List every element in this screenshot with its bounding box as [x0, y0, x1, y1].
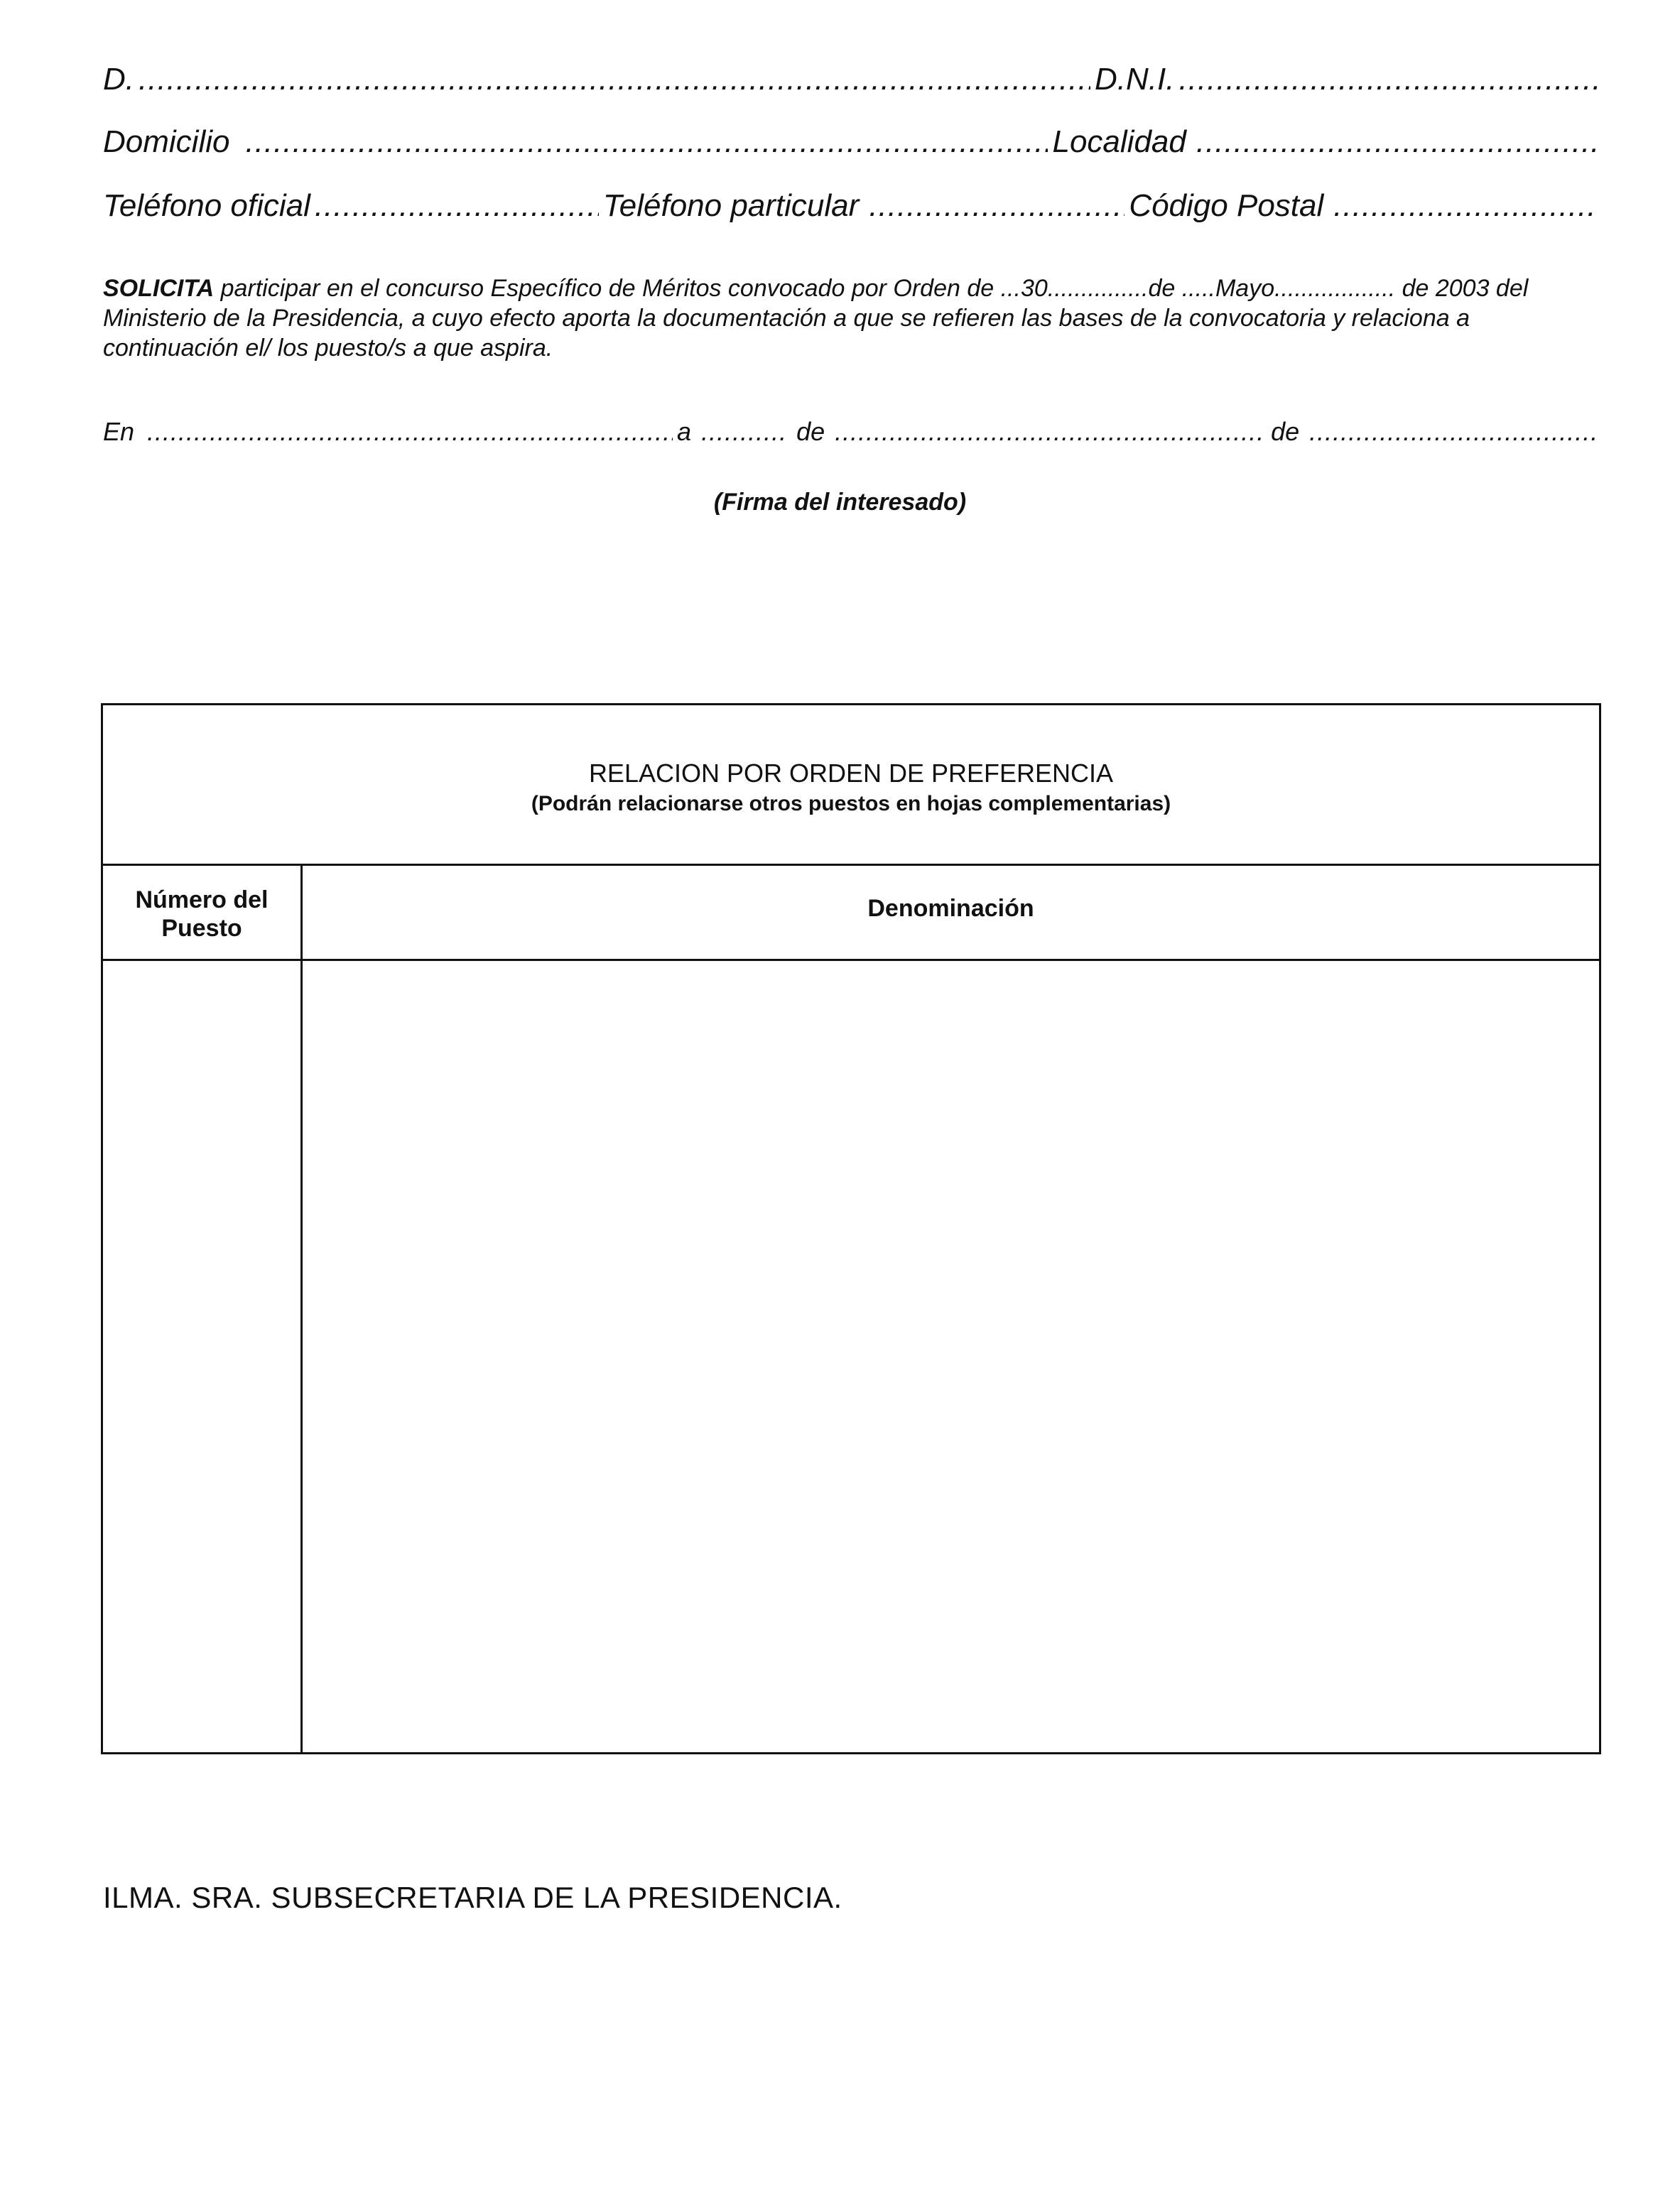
date-line — [103, 419, 1602, 445]
column-header-denominacion: Denominación — [867, 895, 1034, 922]
domicilio-label: Domicilio — [103, 124, 230, 159]
telefono-particular-label: Teléfono particular — [602, 188, 860, 223]
month-field[interactable] — [835, 419, 1261, 445]
telefono-oficial-field[interactable] — [315, 190, 599, 222]
name-field[interactable] — [139, 64, 1090, 95]
column-header-row — [103, 866, 1599, 961]
domicilio-field[interactable] — [245, 126, 1048, 158]
day-field[interactable] — [701, 419, 786, 445]
solicita-paragraph — [103, 273, 1581, 363]
solicita-text: participar en el concurso Específico de Méritos convocado por Orden de ...30...............de .....Mayo.................. de 2003 del Ministerio de la Presidencia, a cuyo efecto aporta la documentación a que se refieren las bases de la convocatoria y relaciona a continuación el/ los puesto/s a que aspira. — [103, 275, 1529, 362]
column-header-number: Número del Puesto — [135, 886, 269, 942]
localidad-field[interactable] — [1196, 126, 1598, 158]
a-label: a — [677, 417, 692, 446]
year-field[interactable] — [1309, 419, 1598, 445]
de-label-1: de — [796, 417, 825, 446]
signature-caption: (Firma del interesado) — [713, 489, 967, 516]
codigo-postal-label: Código Postal — [1129, 188, 1324, 223]
applicant-name-line — [103, 64, 1602, 95]
en-label: En — [103, 417, 135, 446]
phone-line — [103, 190, 1602, 222]
denominacion-column-body[interactable] — [303, 961, 1599, 1752]
number-column-body[interactable] — [103, 961, 300, 1752]
dni-label: D.N.I. — [1095, 62, 1175, 97]
dni-field[interactable] — [1178, 64, 1598, 95]
address-line — [103, 126, 1602, 158]
telefono-particular-field[interactable] — [869, 190, 1124, 222]
table-title: RELACION POR ORDEN DE PREFERENCIA — [588, 759, 1114, 788]
codigo-postal-field[interactable] — [1333, 190, 1598, 222]
de-label-2: de — [1271, 417, 1300, 446]
solicita-lead: SOLICITA — [103, 275, 215, 302]
localidad-label: Localidad — [1052, 124, 1186, 159]
table-subtitle: (Podrán relacionarse otros puestos en hojas complementarias) — [531, 792, 1171, 815]
telefono-oficial-label: Teléfono oficial — [103, 188, 310, 223]
place-field[interactable] — [147, 419, 673, 445]
preference-table — [101, 703, 1601, 1754]
table-header-area — [103, 705, 1599, 866]
addressee: ILMA. SRA. SUBSECRETARIA DE LA PRESIDENCIA. — [103, 1881, 842, 1914]
d-label: D. — [103, 62, 134, 97]
